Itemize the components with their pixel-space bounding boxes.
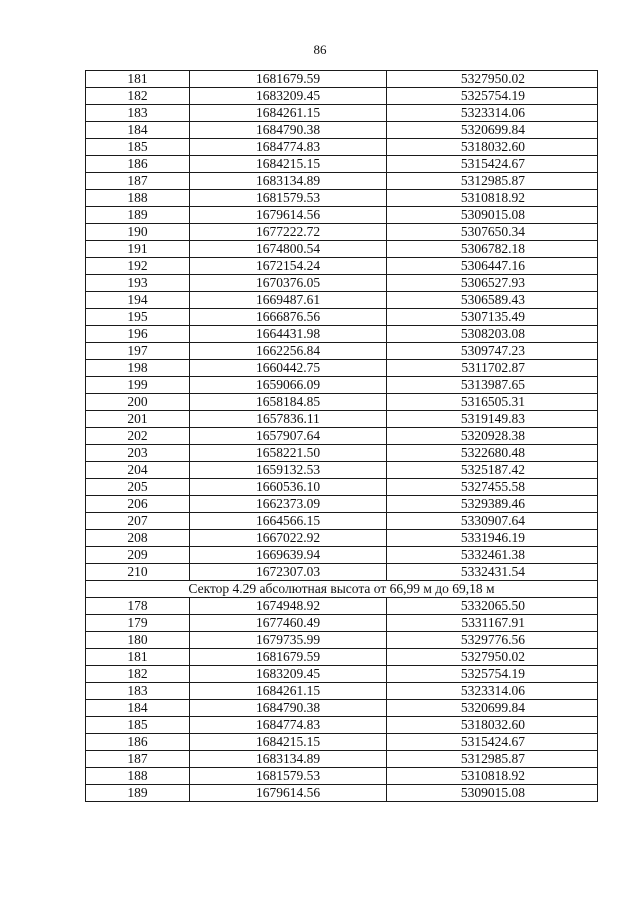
table-row	[86, 377, 598, 394]
point-number: 206	[86, 496, 190, 513]
y-coordinate: 5330907.64	[387, 513, 598, 530]
table-row	[86, 666, 598, 683]
point-number: 207	[86, 513, 190, 530]
point-number: 184	[86, 122, 190, 139]
x-coordinate: 1664566.15	[190, 513, 387, 530]
point-number: 189	[86, 785, 190, 802]
x-coordinate: 1684215.15	[190, 156, 387, 173]
y-coordinate: 5320699.84	[387, 700, 598, 717]
table-row	[86, 768, 598, 785]
y-coordinate: 5327455.58	[387, 479, 598, 496]
y-coordinate: 5306782.18	[387, 241, 598, 258]
x-coordinate: 1659132.53	[190, 462, 387, 479]
y-coordinate: 5332431.54	[387, 564, 598, 581]
x-coordinate: 1684790.38	[190, 700, 387, 717]
point-number: 195	[86, 309, 190, 326]
x-coordinate: 1684261.15	[190, 683, 387, 700]
point-number: 209	[86, 547, 190, 564]
x-coordinate: 1684215.15	[190, 734, 387, 751]
y-coordinate: 5316505.31	[387, 394, 598, 411]
table-row	[86, 224, 598, 241]
x-coordinate: 1670376.05	[190, 275, 387, 292]
x-coordinate: 1681579.53	[190, 768, 387, 785]
table-row	[86, 394, 598, 411]
x-coordinate: 1658221.50	[190, 445, 387, 462]
x-coordinate: 1660442.75	[190, 360, 387, 377]
table-row	[86, 275, 598, 292]
table-row	[86, 496, 598, 513]
table-row	[86, 649, 598, 666]
x-coordinate: 1669639.94	[190, 547, 387, 564]
table-row	[86, 156, 598, 173]
y-coordinate: 5332461.38	[387, 547, 598, 564]
y-coordinate: 5331946.19	[387, 530, 598, 547]
point-number: 182	[86, 88, 190, 105]
point-number: 183	[86, 105, 190, 122]
table-row	[86, 428, 598, 445]
x-coordinate: 1672307.03	[190, 564, 387, 581]
x-coordinate: 1659066.09	[190, 377, 387, 394]
table-row	[86, 598, 598, 615]
x-coordinate: 1669487.61	[190, 292, 387, 309]
point-number: 181	[86, 71, 190, 88]
x-coordinate: 1660536.10	[190, 479, 387, 496]
table-row	[86, 71, 598, 88]
x-coordinate: 1681679.59	[190, 71, 387, 88]
y-coordinate: 5329776.56	[387, 632, 598, 649]
table-row	[86, 122, 598, 139]
y-coordinate: 5309015.08	[387, 207, 598, 224]
x-coordinate: 1679614.56	[190, 785, 387, 802]
point-number: 183	[86, 683, 190, 700]
point-number: 194	[86, 292, 190, 309]
table-row	[86, 462, 598, 479]
x-coordinate: 1679735.99	[190, 632, 387, 649]
y-coordinate: 5320928.38	[387, 428, 598, 445]
point-number: 210	[86, 564, 190, 581]
table-row	[86, 411, 598, 428]
x-coordinate: 1683209.45	[190, 666, 387, 683]
sector-heading-row	[86, 581, 598, 598]
table-row	[86, 564, 598, 581]
table-row	[86, 343, 598, 360]
point-number: 178	[86, 598, 190, 615]
table-row	[86, 615, 598, 632]
table-row	[86, 173, 598, 190]
x-coordinate: 1684774.83	[190, 139, 387, 156]
point-number: 198	[86, 360, 190, 377]
point-number: 188	[86, 768, 190, 785]
table-row	[86, 258, 598, 275]
point-number: 200	[86, 394, 190, 411]
x-coordinate: 1683134.89	[190, 173, 387, 190]
x-coordinate: 1672154.24	[190, 258, 387, 275]
table-row	[86, 207, 598, 224]
point-number: 192	[86, 258, 190, 275]
x-coordinate: 1666876.56	[190, 309, 387, 326]
table-row	[86, 530, 598, 547]
point-number: 203	[86, 445, 190, 462]
y-coordinate: 5312985.87	[387, 751, 598, 768]
point-number: 182	[86, 666, 190, 683]
point-number: 201	[86, 411, 190, 428]
point-number: 185	[86, 717, 190, 734]
y-coordinate: 5327950.02	[387, 71, 598, 88]
y-coordinate: 5320699.84	[387, 122, 598, 139]
sector-title: Сектор 4.29 абсолютная высота от 66,99 м до 69,18 м	[86, 581, 598, 598]
y-coordinate: 5313987.65	[387, 377, 598, 394]
x-coordinate: 1683209.45	[190, 88, 387, 105]
point-number: 181	[86, 649, 190, 666]
point-number: 196	[86, 326, 190, 343]
table-row	[86, 513, 598, 530]
table-row	[86, 751, 598, 768]
table-row	[86, 632, 598, 649]
x-coordinate: 1684261.15	[190, 105, 387, 122]
point-number: 190	[86, 224, 190, 241]
table-row	[86, 479, 598, 496]
x-coordinate: 1681579.53	[190, 190, 387, 207]
x-coordinate: 1681679.59	[190, 649, 387, 666]
point-number: 180	[86, 632, 190, 649]
y-coordinate: 5308203.08	[387, 326, 598, 343]
point-number: 193	[86, 275, 190, 292]
y-coordinate: 5311702.87	[387, 360, 598, 377]
point-number: 179	[86, 615, 190, 632]
x-coordinate: 1674800.54	[190, 241, 387, 258]
point-number: 188	[86, 190, 190, 207]
y-coordinate: 5318032.60	[387, 139, 598, 156]
x-coordinate: 1683134.89	[190, 751, 387, 768]
y-coordinate: 5323314.06	[387, 105, 598, 122]
y-coordinate: 5325754.19	[387, 88, 598, 105]
table-row	[86, 785, 598, 802]
x-coordinate: 1664431.98	[190, 326, 387, 343]
table-row	[86, 190, 598, 207]
y-coordinate: 5310818.92	[387, 768, 598, 785]
y-coordinate: 5307650.34	[387, 224, 598, 241]
y-coordinate: 5309747.23	[387, 343, 598, 360]
point-number: 186	[86, 734, 190, 751]
y-coordinate: 5315424.67	[387, 734, 598, 751]
table-row	[86, 88, 598, 105]
table-row	[86, 241, 598, 258]
table-row	[86, 734, 598, 751]
x-coordinate: 1684790.38	[190, 122, 387, 139]
point-number: 191	[86, 241, 190, 258]
table-row	[86, 326, 598, 343]
y-coordinate: 5323314.06	[387, 683, 598, 700]
x-coordinate: 1684774.83	[190, 717, 387, 734]
y-coordinate: 5325187.42	[387, 462, 598, 479]
x-coordinate: 1674948.92	[190, 598, 387, 615]
y-coordinate: 5319149.83	[387, 411, 598, 428]
y-coordinate: 5310818.92	[387, 190, 598, 207]
page-number: 86	[313, 42, 327, 57]
x-coordinate: 1679614.56	[190, 207, 387, 224]
point-number: 184	[86, 700, 190, 717]
y-coordinate: 5306589.43	[387, 292, 598, 309]
y-coordinate: 5327950.02	[387, 649, 598, 666]
point-number: 185	[86, 139, 190, 156]
point-number: 199	[86, 377, 190, 394]
table-row	[86, 717, 598, 734]
table-row	[86, 683, 598, 700]
coordinates-table	[85, 70, 598, 802]
y-coordinate: 5315424.67	[387, 156, 598, 173]
point-number: 202	[86, 428, 190, 445]
point-number: 208	[86, 530, 190, 547]
y-coordinate: 5331167.91	[387, 615, 598, 632]
y-coordinate: 5309015.08	[387, 785, 598, 802]
y-coordinate: 5322680.48	[387, 445, 598, 462]
y-coordinate: 5306527.93	[387, 275, 598, 292]
point-number: 197	[86, 343, 190, 360]
table-row	[86, 105, 598, 122]
x-coordinate: 1662256.84	[190, 343, 387, 360]
x-coordinate: 1658184.85	[190, 394, 387, 411]
x-coordinate: 1677460.49	[190, 615, 387, 632]
table-row	[86, 292, 598, 309]
x-coordinate: 1662373.09	[190, 496, 387, 513]
coordinates-table-body	[86, 71, 598, 802]
x-coordinate: 1657907.64	[190, 428, 387, 445]
table-row	[86, 547, 598, 564]
x-coordinate: 1657836.11	[190, 411, 387, 428]
point-number: 186	[86, 156, 190, 173]
table-row	[86, 445, 598, 462]
point-number: 187	[86, 173, 190, 190]
y-coordinate: 5312985.87	[387, 173, 598, 190]
y-coordinate: 5306447.16	[387, 258, 598, 275]
table-row	[86, 139, 598, 156]
point-number: 187	[86, 751, 190, 768]
y-coordinate: 5318032.60	[387, 717, 598, 734]
point-number: 189	[86, 207, 190, 224]
x-coordinate: 1667022.92	[190, 530, 387, 547]
point-number: 205	[86, 479, 190, 496]
table-row	[86, 309, 598, 326]
y-coordinate: 5332065.50	[387, 598, 598, 615]
table-row	[86, 360, 598, 377]
y-coordinate: 5325754.19	[387, 666, 598, 683]
point-number: 204	[86, 462, 190, 479]
y-coordinate: 5307135.49	[387, 309, 598, 326]
y-coordinate: 5329389.46	[387, 496, 598, 513]
x-coordinate: 1677222.72	[190, 224, 387, 241]
table-row	[86, 700, 598, 717]
